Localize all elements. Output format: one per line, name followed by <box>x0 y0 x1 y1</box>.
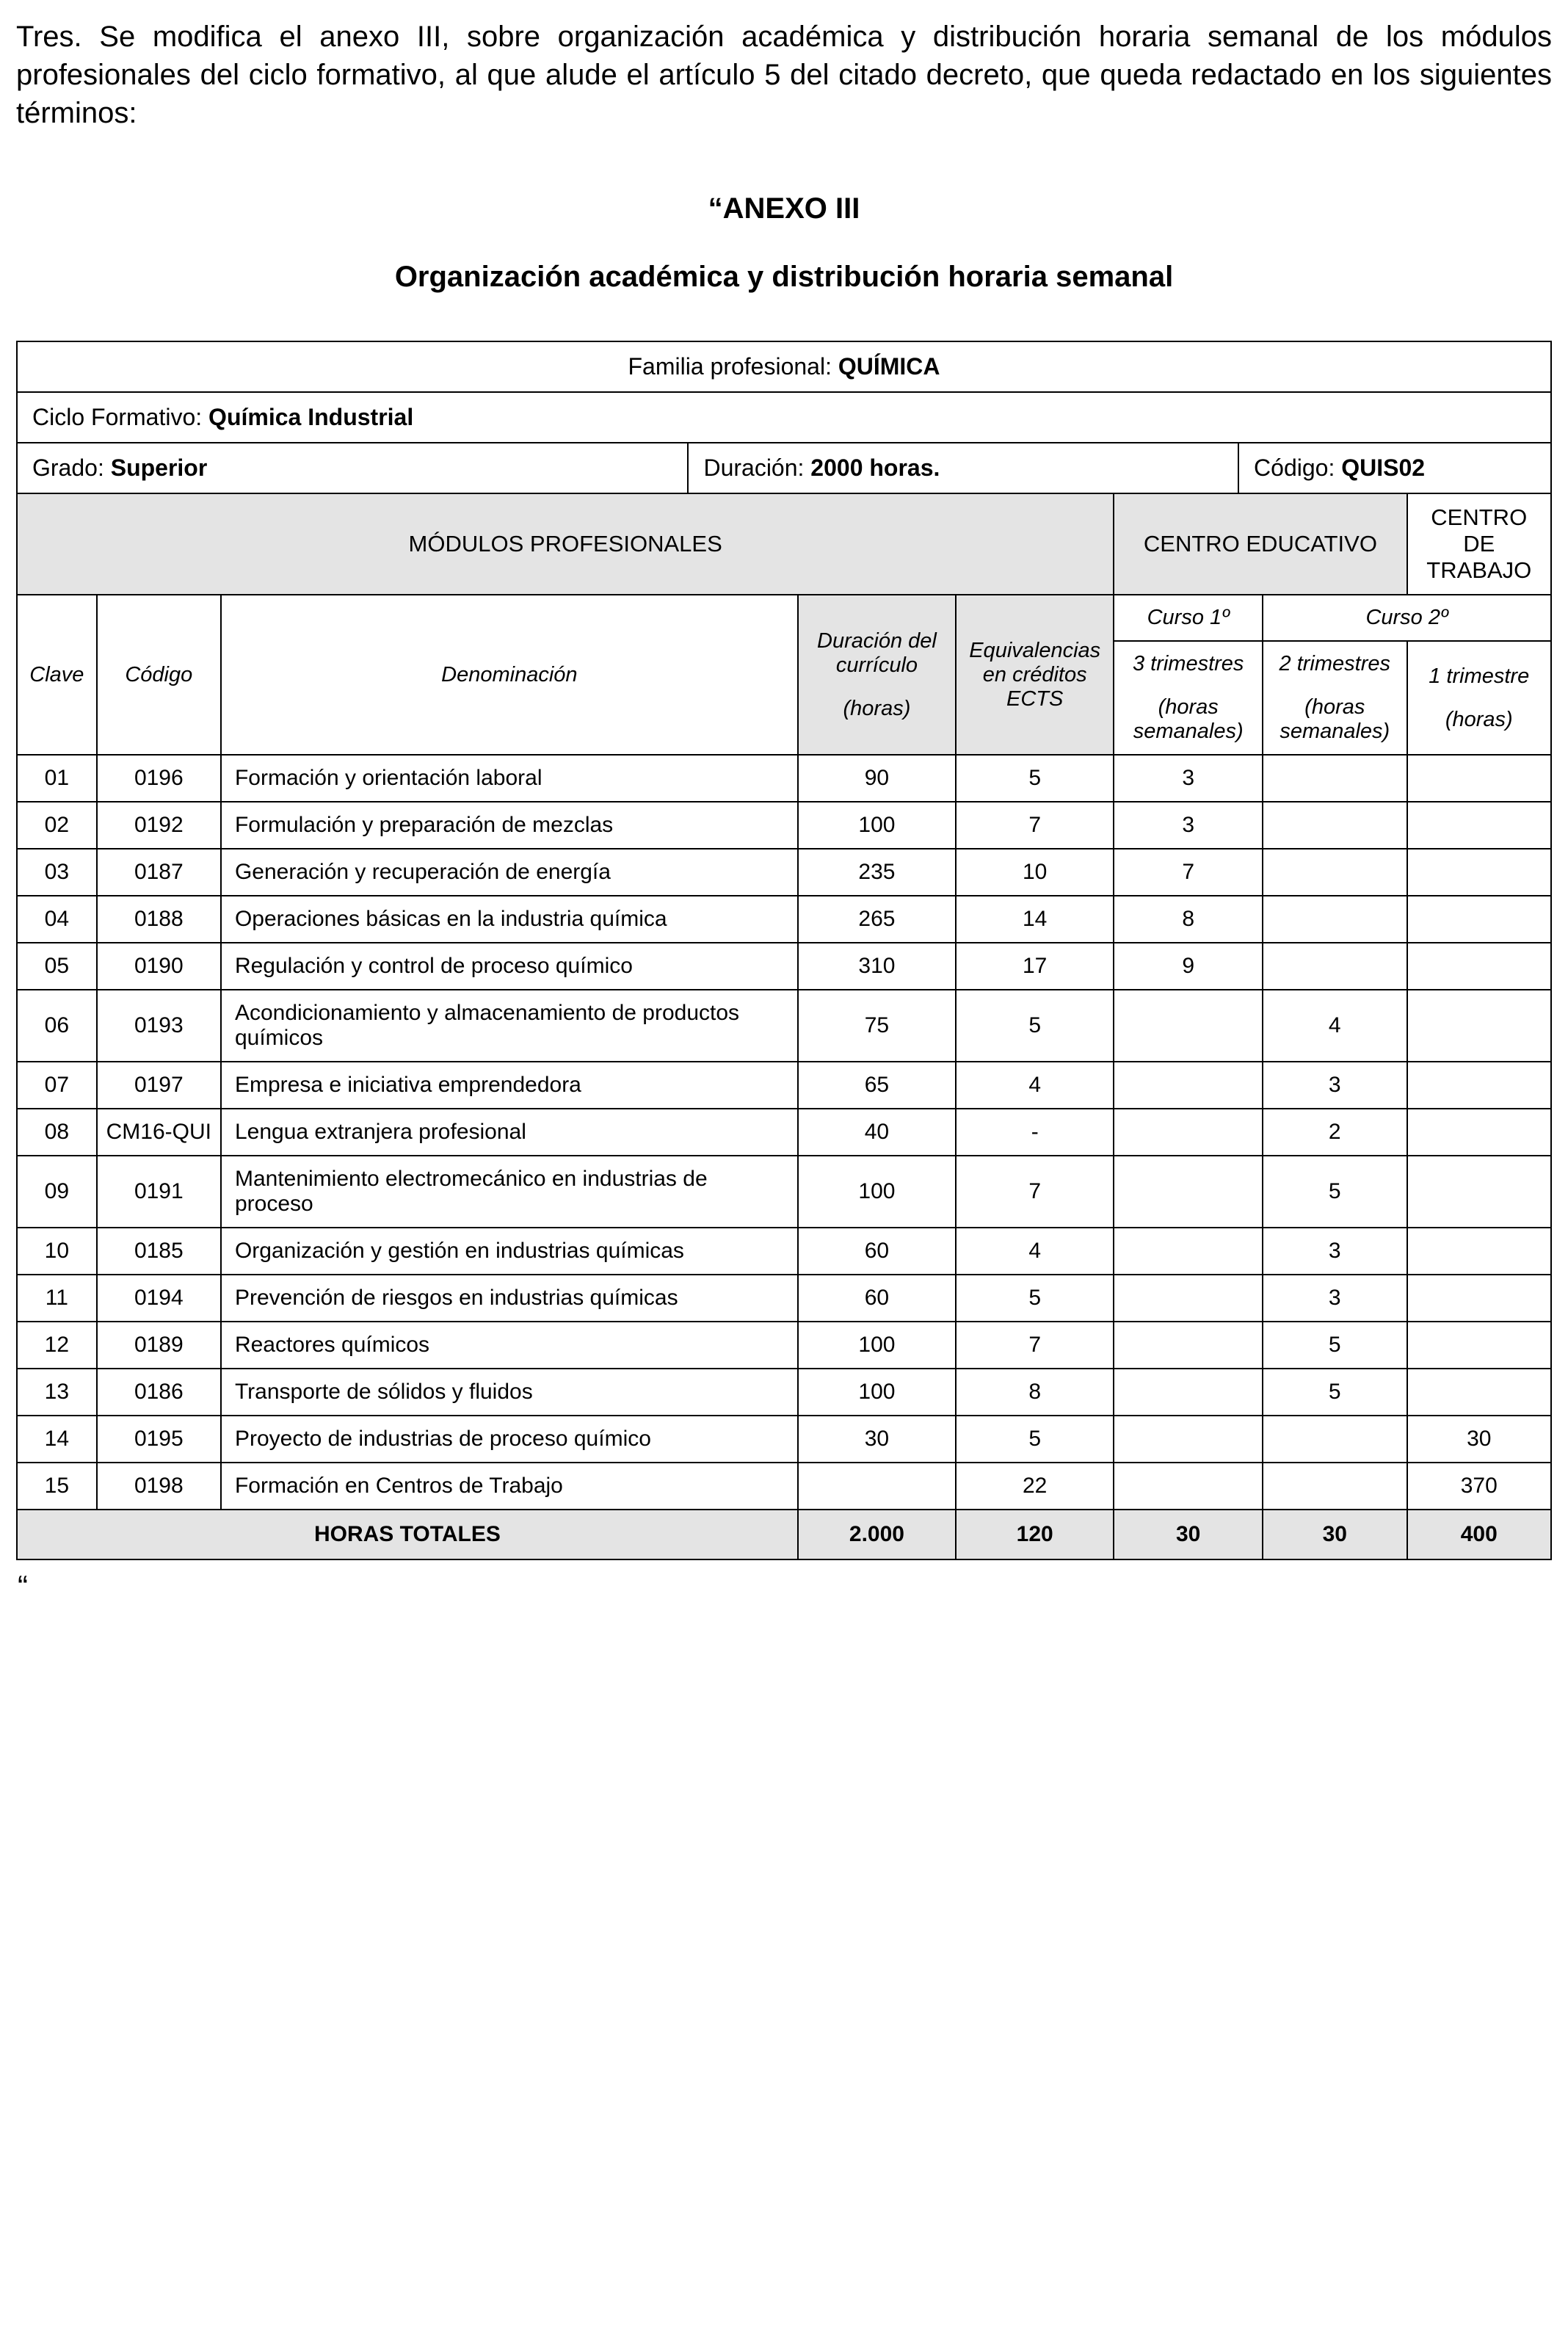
cell-codigo: 0187 <box>97 849 221 896</box>
totals-ects: 120 <box>956 1510 1114 1559</box>
cell-curso1 <box>1114 1416 1263 1463</box>
cell-curso2: 5 <box>1263 1322 1407 1369</box>
cell-denominacion: Transporte de sólidos y fluidos <box>221 1369 798 1416</box>
cell-curso1 <box>1114 1228 1263 1275</box>
cell-curso2: 5 <box>1263 1156 1407 1228</box>
cell-codigo: 0194 <box>97 1275 221 1322</box>
cell-denominacion: Empresa e iniciativa emprendedora <box>221 1062 798 1109</box>
module-row <box>17 943 1551 990</box>
cell-ects: 10 <box>956 849 1114 896</box>
cell-denominacion: Operaciones básicas en la industria química <box>221 896 798 943</box>
trimestre1-line2: (horas) <box>1445 707 1513 731</box>
cell-codigo: 0186 <box>97 1369 221 1416</box>
totals-trabajo: 400 <box>1407 1510 1552 1559</box>
cell-ects: 4 <box>956 1062 1114 1109</box>
cell-clave: 01 <box>17 755 97 802</box>
module-row <box>17 1062 1551 1109</box>
module-row <box>17 755 1551 802</box>
cell-trabajo <box>1407 943 1552 990</box>
cell-curso1: 8 <box>1114 896 1263 943</box>
cell-ects: 14 <box>956 896 1114 943</box>
cell-ects: 17 <box>956 943 1114 990</box>
totals-curso2: 30 <box>1263 1510 1407 1559</box>
totals-curso1: 30 <box>1114 1510 1263 1559</box>
module-row <box>17 1463 1551 1510</box>
cell-duracion: 265 <box>798 896 956 943</box>
cell-denominacion: Formación y orientación laboral <box>221 755 798 802</box>
cell-curso1 <box>1114 1463 1263 1510</box>
cell-duracion: 90 <box>798 755 956 802</box>
cell-ects: 7 <box>956 1156 1114 1228</box>
trimestres3-line2: (horas semanales) <box>1133 695 1244 743</box>
cell-curso1: 3 <box>1114 755 1263 802</box>
codigo-cell <box>1238 443 1550 493</box>
anexo-table <box>16 341 1552 1560</box>
cell-duracion: 310 <box>798 943 956 990</box>
trimestres3-line1: 3 trimestres <box>1132 652 1244 675</box>
cell-codigo: 0192 <box>97 802 221 849</box>
cell-clave: 11 <box>17 1275 97 1322</box>
cell-ects: 7 <box>956 802 1114 849</box>
cell-duracion: 60 <box>798 1228 956 1275</box>
cell-ects: 8 <box>956 1369 1114 1416</box>
cell-curso1 <box>1114 1156 1263 1228</box>
trimestre1-header <box>1407 641 1552 755</box>
modules-tbody <box>17 755 1551 1510</box>
denominacion-header: Denominación <box>221 595 798 755</box>
cell-clave: 09 <box>17 1156 97 1228</box>
cell-duracion <box>798 1463 956 1510</box>
cell-clave: 07 <box>17 1062 97 1109</box>
cell-ects: - <box>956 1109 1114 1156</box>
cell-denominacion: Formulación y preparación de mezclas <box>221 802 798 849</box>
familia-row <box>16 341 1552 391</box>
cell-duracion: 235 <box>798 849 956 896</box>
module-row <box>17 1275 1551 1322</box>
modulos-header: MÓDULOS PROFESIONALES <box>17 493 1114 595</box>
duracion-curriculo-header <box>798 595 956 755</box>
codigo-value: QUIS02 <box>1341 454 1426 481</box>
anexo-heading: “ANEXO III <box>708 192 860 225</box>
cell-trabajo: 30 <box>1407 1416 1552 1463</box>
trimestres2-line2: (horas semanales) <box>1280 695 1390 743</box>
cell-curso2 <box>1263 755 1407 802</box>
cell-clave: 06 <box>17 990 97 1062</box>
cell-trabajo <box>1407 1275 1552 1322</box>
cell-curso1 <box>1114 1275 1263 1322</box>
intro-paragraph: Tres. Se modifica el anexo III, sobre organización académica y distribución horaria semanal de los módulos profesionales del ciclo formativo, al que alude el artículo 5 del citado decreto, que queda redactado en los siguientes términos: <box>16 21 1552 129</box>
cell-ects: 5 <box>956 990 1114 1062</box>
cell-curso2: 3 <box>1263 1228 1407 1275</box>
cell-codigo: 0197 <box>97 1062 221 1109</box>
cell-curso2 <box>1263 802 1407 849</box>
cell-curso2 <box>1263 943 1407 990</box>
cell-clave: 02 <box>17 802 97 849</box>
closing-quote: “ <box>18 1569 28 1604</box>
familia-label: Familia profesional: <box>628 353 838 380</box>
cell-clave: 08 <box>17 1109 97 1156</box>
cell-trabajo <box>1407 1062 1552 1109</box>
ciclo-row <box>16 391 1552 442</box>
cell-trabajo <box>1407 1369 1552 1416</box>
cell-trabajo <box>1407 849 1552 896</box>
cell-codigo: 0191 <box>97 1156 221 1228</box>
cell-curso2 <box>1263 1416 1407 1463</box>
cell-codigo: 0190 <box>97 943 221 990</box>
cell-trabajo <box>1407 1109 1552 1156</box>
cell-curso2: 2 <box>1263 1109 1407 1156</box>
duracion-curriculo-line2: (horas) <box>843 696 911 720</box>
cell-trabajo <box>1407 802 1552 849</box>
ciclo-value: Química Industrial <box>208 404 414 430</box>
cell-trabajo <box>1407 1156 1552 1228</box>
curso2-header: Curso 2º <box>1263 595 1551 641</box>
cell-ects: 5 <box>956 755 1114 802</box>
cell-duracion: 40 <box>798 1109 956 1156</box>
cell-codigo: 0188 <box>97 896 221 943</box>
cell-codigo: 0195 <box>97 1416 221 1463</box>
cell-codigo: 0196 <box>97 755 221 802</box>
module-row <box>17 990 1551 1062</box>
duracion-curriculo-line1: Duración del currículo <box>817 628 937 677</box>
cell-trabajo <box>1407 896 1552 943</box>
cell-clave: 04 <box>17 896 97 943</box>
cell-duracion: 60 <box>798 1275 956 1322</box>
cell-ects: 5 <box>956 1275 1114 1322</box>
header-band-1 <box>17 493 1551 595</box>
cell-ects: 7 <box>956 1322 1114 1369</box>
cell-curso1 <box>1114 1322 1263 1369</box>
cell-codigo: 0198 <box>97 1463 221 1510</box>
cell-trabajo <box>1407 755 1552 802</box>
grado-row <box>16 442 1552 493</box>
grado-label: Grado: <box>32 454 111 481</box>
cell-duracion: 30 <box>798 1416 956 1463</box>
cell-codigo: CM16-QUI <box>97 1109 221 1156</box>
codigo-header: Código <box>97 595 221 755</box>
trimestres3-header <box>1114 641 1263 755</box>
cell-clave: 12 <box>17 1322 97 1369</box>
module-row <box>17 1228 1551 1275</box>
cell-curso2 <box>1263 849 1407 896</box>
cell-codigo: 0189 <box>97 1322 221 1369</box>
cell-curso1 <box>1114 1109 1263 1156</box>
cell-curso2: 3 <box>1263 1275 1407 1322</box>
ciclo-label: Ciclo Formativo: <box>32 404 209 430</box>
module-row <box>17 1109 1551 1156</box>
cell-clave: 05 <box>17 943 97 990</box>
cell-ects: 5 <box>956 1416 1114 1463</box>
cell-trabajo <box>1407 1228 1552 1275</box>
cell-denominacion: Generación y recuperación de energía <box>221 849 798 896</box>
cell-duracion: 65 <box>798 1062 956 1109</box>
totals-duracion: 2.000 <box>798 1510 956 1559</box>
cell-denominacion: Proyecto de industrias de proceso químico <box>221 1416 798 1463</box>
centro-trabajo-header: CENTRO DE TRABAJO <box>1407 493 1552 595</box>
cell-duracion: 100 <box>798 1322 956 1369</box>
familia-value: QUÍMICA <box>838 353 940 380</box>
cell-duracion: 100 <box>798 1369 956 1416</box>
cell-denominacion: Acondicionamiento y almacenamiento de productos químicos <box>221 990 798 1062</box>
equivalencias-header: Equivalencias en créditos ECTS <box>956 595 1114 755</box>
cell-trabajo <box>1407 1322 1552 1369</box>
trimestres2-header <box>1263 641 1407 755</box>
module-row <box>17 802 1551 849</box>
grado-cell <box>18 443 687 493</box>
totals-row <box>17 1510 1551 1559</box>
cell-denominacion: Prevención de riesgos en industrias químicas <box>221 1275 798 1322</box>
cell-denominacion: Mantenimiento electromecánico en industrias de proceso <box>221 1156 798 1228</box>
cell-codigo: 0185 <box>97 1228 221 1275</box>
module-row <box>17 1416 1551 1463</box>
duracion-label: Duración: <box>703 454 811 481</box>
cell-duracion: 100 <box>798 1156 956 1228</box>
cell-ects: 4 <box>956 1228 1114 1275</box>
cell-curso2: 4 <box>1263 990 1407 1062</box>
cell-clave: 10 <box>17 1228 97 1275</box>
centro-educativo-header: CENTRO EDUCATIVO <box>1114 493 1407 595</box>
cell-curso2: 3 <box>1263 1062 1407 1109</box>
cell-curso1 <box>1114 990 1263 1062</box>
header-band-2 <box>17 595 1551 641</box>
module-row <box>17 1369 1551 1416</box>
codigo-label: Código: <box>1254 454 1342 481</box>
cell-curso1 <box>1114 1369 1263 1416</box>
curso1-header: Curso 1º <box>1114 595 1263 641</box>
totals-label: HORAS TOTALES <box>17 1510 798 1559</box>
cell-denominacion: Regulación y control de proceso químico <box>221 943 798 990</box>
cell-denominacion: Formación en Centros de Trabajo <box>221 1463 798 1510</box>
cell-trabajo <box>1407 990 1552 1062</box>
cell-denominacion: Reactores químicos <box>221 1322 798 1369</box>
cell-curso1: 7 <box>1114 849 1263 896</box>
cell-duracion: 100 <box>798 802 956 849</box>
subtitle-heading: Organización académica y distribución horaria semanal <box>394 261 1174 293</box>
cell-curso2: 5 <box>1263 1369 1407 1416</box>
cell-denominacion: Organización y gestión en industrias químicas <box>221 1228 798 1275</box>
module-row <box>17 1156 1551 1228</box>
cell-curso1 <box>1114 1062 1263 1109</box>
duracion-value: 2000 horas. <box>810 454 940 481</box>
cell-clave: 03 <box>17 849 97 896</box>
cell-clave: 14 <box>17 1416 97 1463</box>
clave-header: Clave <box>17 595 97 755</box>
cell-clave: 13 <box>17 1369 97 1416</box>
module-row <box>17 1322 1551 1369</box>
trimestres2-line1: 2 trimestres <box>1279 652 1391 675</box>
cell-clave: 15 <box>17 1463 97 1510</box>
grado-value: Superior <box>110 454 208 481</box>
cell-curso2 <box>1263 896 1407 943</box>
modules-table <box>16 493 1552 1560</box>
cell-curso1: 9 <box>1114 943 1263 990</box>
cell-denominacion: Lengua extranjera profesional <box>221 1109 798 1156</box>
module-row <box>17 849 1551 896</box>
cell-trabajo: 370 <box>1407 1463 1552 1510</box>
cell-codigo: 0193 <box>97 990 221 1062</box>
cell-duracion: 75 <box>798 990 956 1062</box>
cell-ects: 22 <box>956 1463 1114 1510</box>
duracion-cell <box>687 443 1238 493</box>
cell-curso1: 3 <box>1114 802 1263 849</box>
cell-curso2 <box>1263 1463 1407 1510</box>
trimestre1-line1: 1 trimestre <box>1429 664 1530 688</box>
module-row <box>17 896 1551 943</box>
